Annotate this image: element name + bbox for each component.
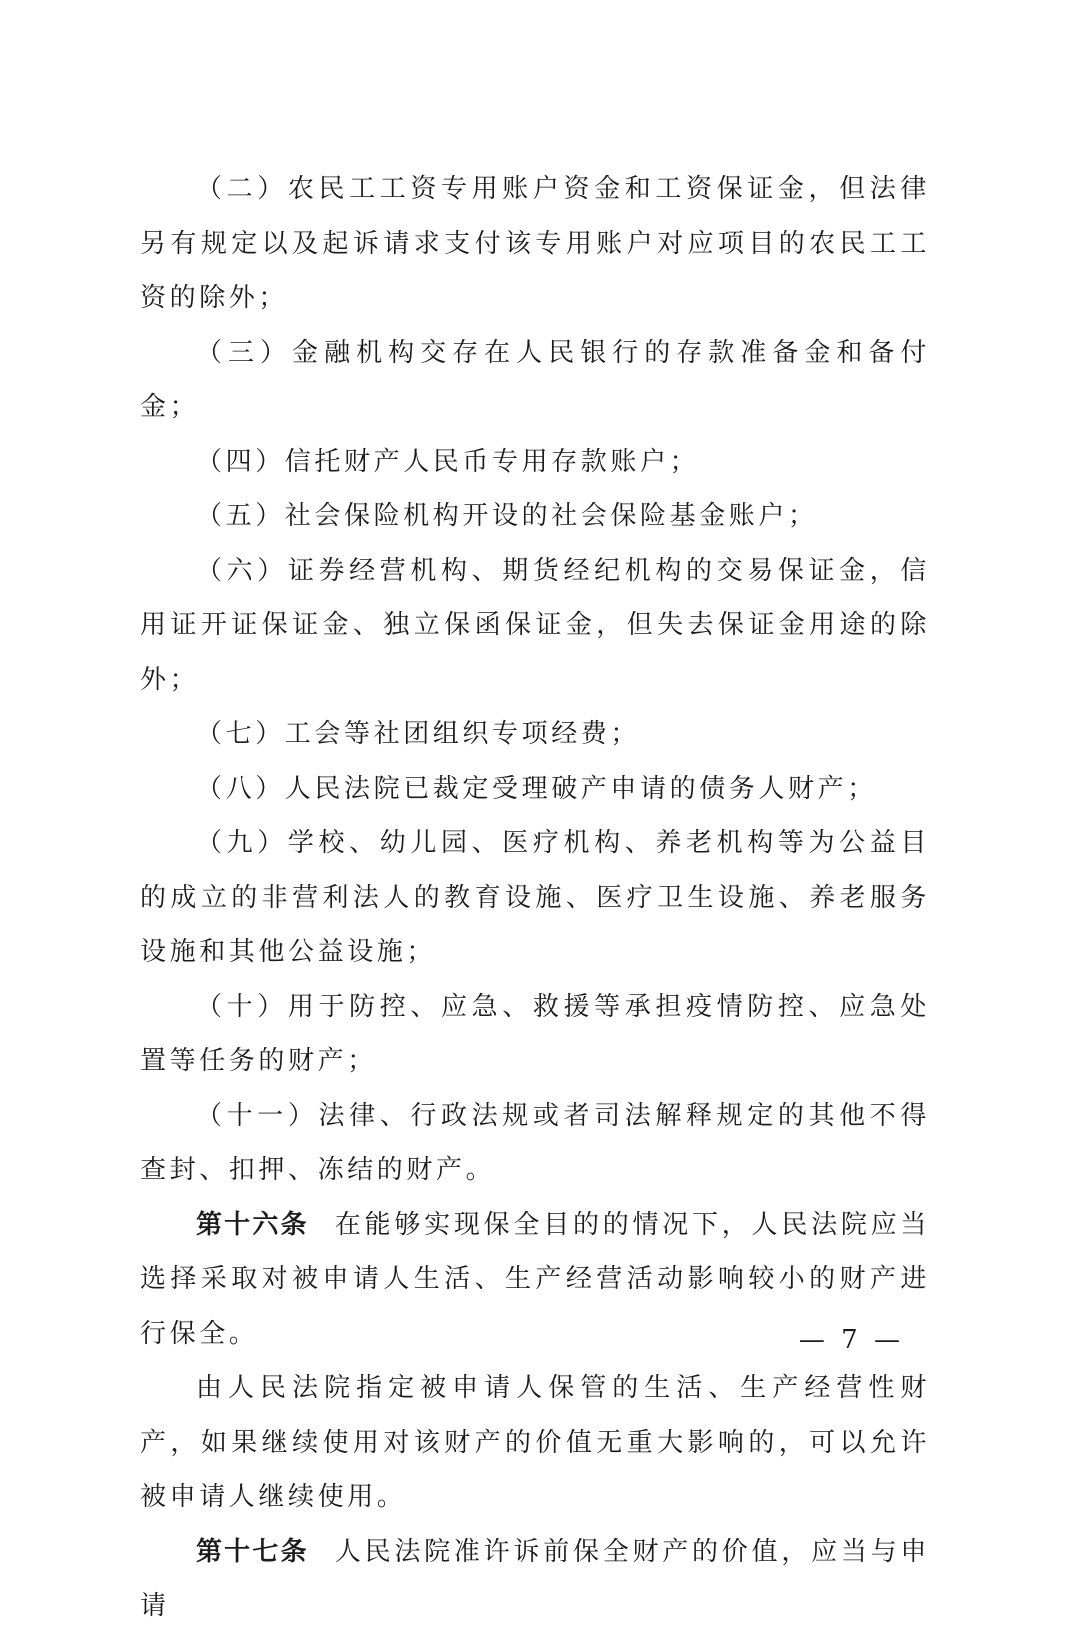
article-text: 在能够实现保全目的的情况下，人民法院应当选择采取对被申请人生活、生产经营活动影响较小的财产进行保全。	[140, 1209, 930, 1349]
article-text: 人民法院准许诉前保全财产的价值，应当与申请	[140, 1536, 930, 1621]
paragraph-item-7	[140, 707, 930, 762]
paragraph-text: （四）信托财产人民币专用存款账户；	[196, 446, 700, 477]
paragraph-text: 由人民法院指定被申请人保管的生活、生产经营性财产，如果继续使用对该财产的价值无重大影响的，可以允许被申请人继续使用。	[140, 1373, 930, 1512]
paragraph-text: （三）金融机构交存在人民银行的存款准备金和备付金；	[140, 337, 930, 422]
paragraph-text: （八）人民法院已裁定受理破产申请的债务人财产；	[196, 773, 877, 804]
paragraph-text: （十）用于防控、应急、救援等承担疫情防控、应急处置等任务的财产；	[140, 991, 930, 1076]
document-body	[140, 162, 930, 1634]
paragraph-item-8	[140, 762, 930, 817]
paragraph-item-2	[140, 162, 930, 326]
paragraph-text: （十一）法律、行政法规或者司法解释规定的其他不得查封、扣押、冻结的财产。	[140, 1100, 930, 1185]
paragraph-text: （七）工会等社团组织专项经费；	[196, 719, 641, 749]
page-number-text: — 7 —	[798, 1325, 904, 1355]
paragraph-item-11	[140, 1089, 930, 1198]
article-16-paragraph-2	[140, 1361, 930, 1525]
paragraph-text: （六）证券经营机构、期货经纪机构的交易保证金，信用证开证保证金、独立保函保证金，但失去保证金用途的除外；	[140, 555, 930, 695]
paragraph-item-5	[140, 489, 930, 544]
paragraph-item-6	[140, 544, 930, 708]
paragraph-text: （二）农民工工资专用账户资金和工资保证金，但法律另有规定以及起诉请求支付该专用账户对应项目的农民工工资的除外；	[140, 174, 930, 313]
paragraph-item-3	[140, 326, 930, 435]
page-number	[0, 1325, 1080, 1355]
article-heading: 第十六条	[196, 1209, 309, 1240]
paragraph-item-9	[140, 816, 930, 980]
article-heading: 第十七条	[196, 1536, 309, 1567]
paragraph-text: （五）社会保险机构开设的社会保险基金账户；	[196, 501, 818, 531]
article-17	[140, 1525, 930, 1634]
paragraph-item-10	[140, 980, 930, 1089]
paragraph-item-4	[140, 435, 930, 490]
paragraph-text: （九）学校、幼儿园、医疗机构、养老机构等为公益目的成立的非营利法人的教育设施、医疗卫生设施、养老服务设施和其他公益设施；	[140, 828, 930, 967]
